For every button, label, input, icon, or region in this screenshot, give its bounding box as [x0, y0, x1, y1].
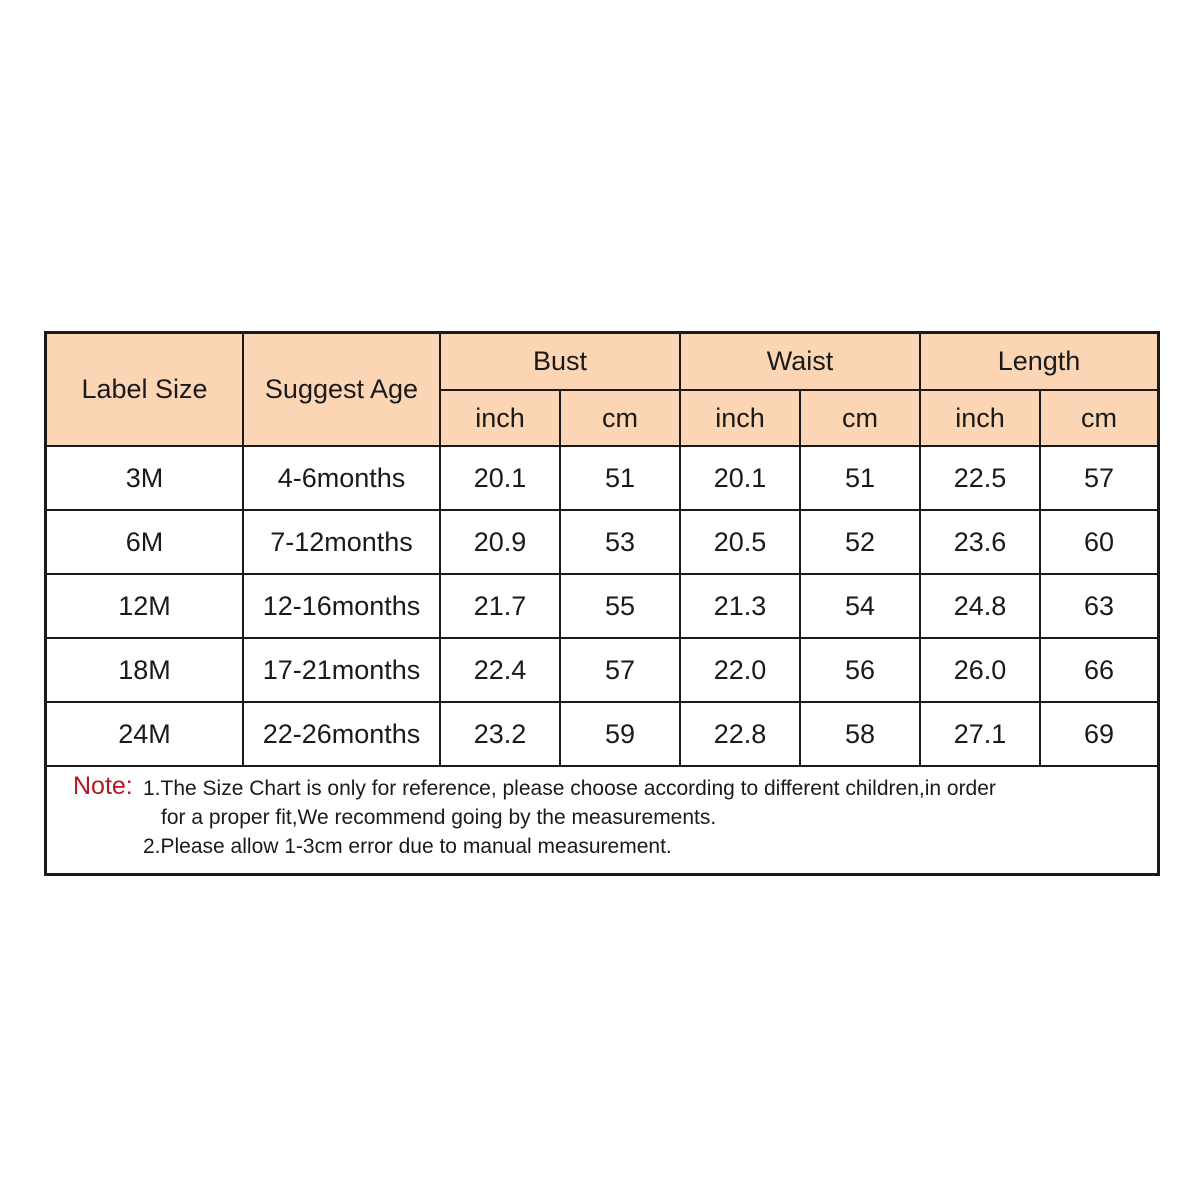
- note-label: Note:: [73, 772, 133, 800]
- note-line-1: 1.The Size Chart is only for reference, please choose according to different children,in order: [143, 777, 996, 800]
- cell-length-inch: 27.1: [920, 702, 1040, 766]
- cell-waist-cm: 51: [800, 446, 920, 510]
- cell-bust-inch: 21.7: [440, 574, 560, 638]
- note-section: [47, 764, 1157, 873]
- cell-length-inch: 23.6: [920, 510, 1040, 574]
- table-row: [47, 446, 1157, 510]
- unit-bust-cm: cm: [560, 390, 680, 446]
- cell-label-size: 12M: [47, 574, 243, 638]
- cell-bust-cm: 51: [560, 446, 680, 510]
- table-row: [47, 574, 1157, 638]
- unit-waist-inch: inch: [680, 390, 800, 446]
- cell-waist-inch: 22.0: [680, 638, 800, 702]
- cell-length-cm: 69: [1040, 702, 1157, 766]
- header-waist: Waist: [680, 334, 920, 390]
- header-label-size: Label Size: [47, 334, 243, 446]
- cell-bust-inch: 23.2: [440, 702, 560, 766]
- cell-bust-cm: 55: [560, 574, 680, 638]
- cell-waist-cm: 58: [800, 702, 920, 766]
- unit-bust-inch: inch: [440, 390, 560, 446]
- cell-waist-cm: 56: [800, 638, 920, 702]
- table-row: [47, 702, 1157, 766]
- header-bust: Bust: [440, 334, 680, 390]
- cell-bust-inch: 22.4: [440, 638, 560, 702]
- cell-length-cm: 66: [1040, 638, 1157, 702]
- cell-label-size: 6M: [47, 510, 243, 574]
- size-table: [47, 334, 1157, 767]
- cell-length-inch: 26.0: [920, 638, 1040, 702]
- unit-length-cm: cm: [1040, 390, 1157, 446]
- unit-length-inch: inch: [920, 390, 1040, 446]
- table-row: [47, 510, 1157, 574]
- unit-waist-cm: cm: [800, 390, 920, 446]
- cell-waist-cm: 52: [800, 510, 920, 574]
- header-length: Length: [920, 334, 1157, 390]
- cell-bust-cm: 57: [560, 638, 680, 702]
- header-suggest-age: Suggest Age: [243, 334, 440, 446]
- cell-label-size: 3M: [47, 446, 243, 510]
- cell-length-cm: 63: [1040, 574, 1157, 638]
- cell-bust-inch: 20.9: [440, 510, 560, 574]
- cell-waist-inch: 20.1: [680, 446, 800, 510]
- cell-suggest-age: 17-21months: [243, 638, 440, 702]
- cell-bust-inch: 20.1: [440, 446, 560, 510]
- table-row: [47, 638, 1157, 702]
- size-chart: [44, 331, 1160, 876]
- cell-label-size: 18M: [47, 638, 243, 702]
- cell-suggest-age: 12-16months: [243, 574, 440, 638]
- cell-bust-cm: 53: [560, 510, 680, 574]
- cell-waist-cm: 54: [800, 574, 920, 638]
- cell-length-inch: 24.8: [920, 574, 1040, 638]
- cell-length-cm: 60: [1040, 510, 1157, 574]
- note-line-2: 2.Please allow 1-3cm error due to manual measurement.: [143, 835, 672, 858]
- cell-waist-inch: 22.8: [680, 702, 800, 766]
- cell-suggest-age: 4-6months: [243, 446, 440, 510]
- cell-suggest-age: 22-26months: [243, 702, 440, 766]
- cell-length-cm: 57: [1040, 446, 1157, 510]
- cell-suggest-age: 7-12months: [243, 510, 440, 574]
- header-row-groups: [47, 334, 1157, 390]
- note-line-1-continued: for a proper fit,We recommend going by the measurements.: [161, 806, 717, 829]
- cell-waist-inch: 20.5: [680, 510, 800, 574]
- cell-bust-cm: 59: [560, 702, 680, 766]
- cell-length-inch: 22.5: [920, 446, 1040, 510]
- cell-label-size: 24M: [47, 702, 243, 766]
- cell-waist-inch: 21.3: [680, 574, 800, 638]
